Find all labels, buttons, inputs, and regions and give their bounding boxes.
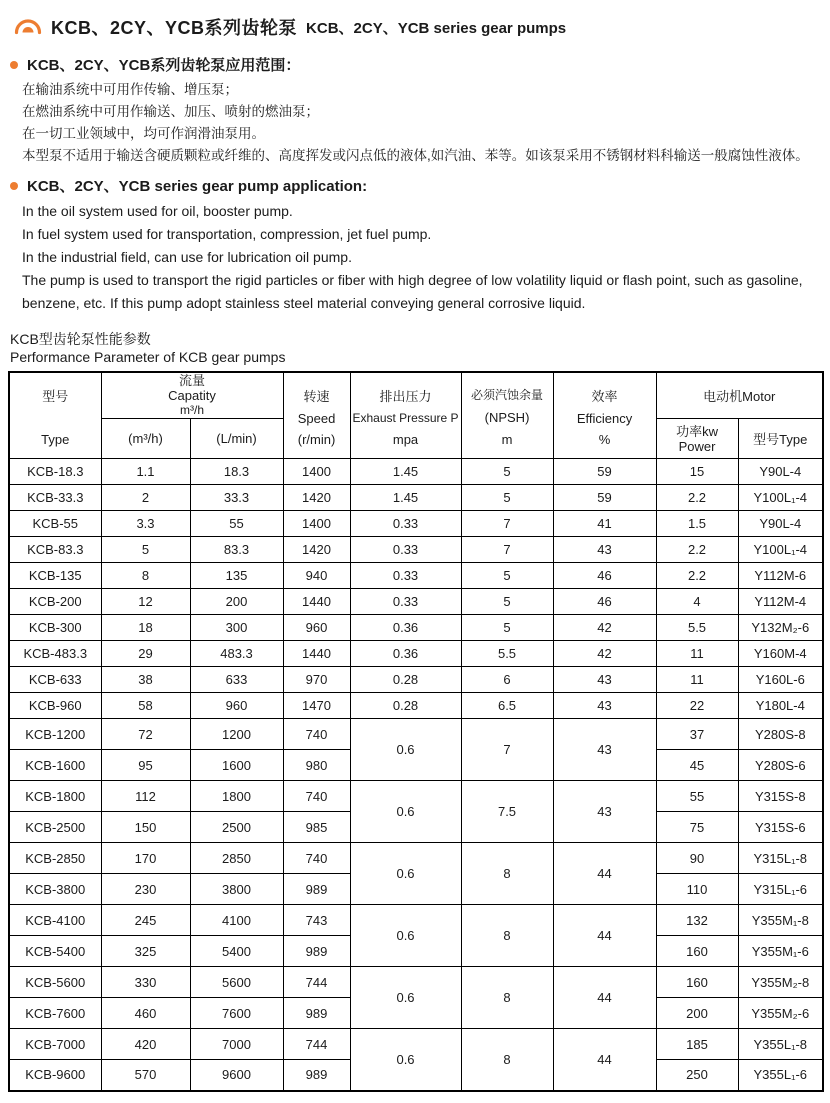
table-cell: KCB-2850 <box>9 843 101 874</box>
table-row <box>9 905 823 936</box>
col-header-capacity-lmin-text: (L/min) <box>216 431 257 446</box>
table-cell: 41 <box>553 511 656 537</box>
table-cell: 230 <box>101 874 190 905</box>
table-cell: 42 <box>553 641 656 667</box>
table-cell: 989 <box>283 1060 350 1091</box>
table-cell: 150 <box>101 812 190 843</box>
col-header-capacity <box>101 372 283 419</box>
col-header-capacity-unit: m³/h <box>180 403 204 417</box>
table-cell: 0.6 <box>350 843 461 905</box>
table-cell: 245 <box>101 905 190 936</box>
table-cell: KCB-200 <box>9 589 101 615</box>
table-cell: 12 <box>101 589 190 615</box>
table-cell: Y180L-4 <box>738 693 823 719</box>
table-row <box>9 641 823 667</box>
table-cell: 43 <box>553 667 656 693</box>
table-cell: 0.36 <box>350 641 461 667</box>
table-cell: 7.5 <box>461 781 553 843</box>
table-cell: Y160L-6 <box>738 667 823 693</box>
table-cell: KCB-3800 <box>9 874 101 905</box>
col-header-pressure-zh: 排出压力 <box>379 388 432 404</box>
col-header-efficiency-unit: % <box>598 431 611 447</box>
table-caption-zh: KCB型齿轮泵性能参数 <box>10 331 151 347</box>
table-cell: 11 <box>656 667 738 693</box>
table-cell: Y280S-6 <box>738 750 823 781</box>
table-cell: 0.33 <box>350 563 461 589</box>
col-header-pressure <box>350 372 461 459</box>
col-header-npsh <box>461 372 553 459</box>
cn-line-1: 在输油系统中可用作传输、增压泵； <box>22 82 238 97</box>
table-cell: 5 <box>461 459 553 485</box>
table-cell: Y315L₁-8 <box>738 843 823 874</box>
performance-table-body <box>9 459 823 1091</box>
table-cell: 45 <box>656 750 738 781</box>
table-cell: 59 <box>553 459 656 485</box>
table-cell: 740 <box>283 843 350 874</box>
table-cell: Y160M-4 <box>738 641 823 667</box>
col-header-efficiency-en: Efficiency <box>576 410 633 426</box>
table-cell: KCB-33.3 <box>9 485 101 511</box>
table-cell: Y90L-4 <box>738 511 823 537</box>
table-cell: 0.6 <box>350 1029 461 1091</box>
en-paragraph: The pump is used to transport the rigid particles or fiber with high degree of low volatility liquid or flash point, such as gasoline, benzene, etc. If this pump adopt stainless steel material conveying general corrosive liquid. <box>22 272 803 311</box>
col-header-type <box>9 372 101 459</box>
table-cell: 2 <box>101 485 190 511</box>
table-cell: 633 <box>190 667 283 693</box>
table-row <box>9 1029 823 1060</box>
table-cell: Y132M₂-6 <box>738 615 823 641</box>
col-header-capacity-zh: 流量 <box>179 373 206 388</box>
col-header-motor-power-zh: 功率kw <box>676 423 718 439</box>
table-cell: 18 <box>101 615 190 641</box>
table-cell: 160 <box>656 967 738 998</box>
table-cell: Y355M₁-6 <box>738 936 823 967</box>
table-row <box>9 843 823 874</box>
table-cell: 46 <box>553 563 656 589</box>
table-cell: 6 <box>461 667 553 693</box>
table-cell: 33.3 <box>190 485 283 511</box>
table-cell: 5 <box>101 537 190 563</box>
table-cell: 744 <box>283 967 350 998</box>
table-cell: 483.3 <box>190 641 283 667</box>
col-header-capacity-lmin <box>190 419 283 459</box>
table-row <box>9 667 823 693</box>
table-row <box>9 563 823 589</box>
table-cell: Y355M₁-8 <box>738 905 823 936</box>
table-cell: 2.2 <box>656 563 738 589</box>
table-cell: Y100L₁-4 <box>738 537 823 563</box>
table-cell: 7 <box>461 511 553 537</box>
table-cell: 11 <box>656 641 738 667</box>
page-title-zh: KCB、2CY、YCB系列齿轮泵 <box>51 18 298 38</box>
table-cell: Y315S-6 <box>738 812 823 843</box>
section-heading-en-text: KCB、2CY、YCB series gear pump application: <box>27 178 368 195</box>
table-cell: Y280S-8 <box>738 719 823 750</box>
table-cell: KCB-4100 <box>9 905 101 936</box>
table-cell: 0.33 <box>350 589 461 615</box>
table-cell: 1200 <box>190 719 283 750</box>
table-cell: 42 <box>553 615 656 641</box>
table-cell: Y90L-4 <box>738 459 823 485</box>
table-cell: 2850 <box>190 843 283 874</box>
table-cell: 46 <box>553 589 656 615</box>
table-cell: 44 <box>553 967 656 1029</box>
table-cell: 55 <box>190 511 283 537</box>
table-cell: KCB-2500 <box>9 812 101 843</box>
table-row <box>9 537 823 563</box>
table-cell: 1600 <box>190 750 283 781</box>
table-cell: KCB-7600 <box>9 998 101 1029</box>
table-cell: Y100L₁-4 <box>738 485 823 511</box>
section-body-cn <box>22 79 816 167</box>
table-cell: 0.33 <box>350 511 461 537</box>
table-cell: 0.33 <box>350 537 461 563</box>
cn-line-3: 在一切工业领域中，均可作润滑油泵用。 <box>22 126 265 141</box>
table-cell: 4100 <box>190 905 283 936</box>
table-cell: KCB-5600 <box>9 967 101 998</box>
table-cell: 0.6 <box>350 719 461 781</box>
table-cell: 1420 <box>283 537 350 563</box>
table-cell: KCB-135 <box>9 563 101 589</box>
table-cell: 95 <box>101 750 190 781</box>
table-cell: 1420 <box>283 485 350 511</box>
table-cell: 1440 <box>283 641 350 667</box>
table-cell: 5.5 <box>656 615 738 641</box>
table-cell: 0.36 <box>350 615 461 641</box>
table-cell: 0.28 <box>350 693 461 719</box>
table-cell: KCB-83.3 <box>9 537 101 563</box>
table-cell: 3800 <box>190 874 283 905</box>
table-row <box>9 693 823 719</box>
performance-table <box>8 371 824 1092</box>
col-header-pressure-en: Exhaust Pressure P <box>352 411 459 425</box>
table-cell: KCB-1800 <box>9 781 101 812</box>
table-cell: 44 <box>553 843 656 905</box>
table-cell: 58 <box>101 693 190 719</box>
table-cell: 1470 <box>283 693 350 719</box>
table-cell: 980 <box>283 750 350 781</box>
table-cell: 1.5 <box>656 511 738 537</box>
table-cell: KCB-9600 <box>9 1060 101 1091</box>
table-cell: 740 <box>283 781 350 812</box>
table-cell: 43 <box>553 693 656 719</box>
table-cell: 8 <box>461 1029 553 1091</box>
table-cell: 4 <box>656 589 738 615</box>
table-row <box>9 967 823 998</box>
table-cell: 8 <box>461 843 553 905</box>
table-cell: 1440 <box>283 589 350 615</box>
table-cell: 5 <box>461 589 553 615</box>
table-cell: KCB-483.3 <box>9 641 101 667</box>
table-cell: 0.28 <box>350 667 461 693</box>
table-cell: Y355M₂-6 <box>738 998 823 1029</box>
table-cell: 38 <box>101 667 190 693</box>
table-cell: 9600 <box>190 1060 283 1091</box>
table-cell: Y355L₁-6 <box>738 1060 823 1091</box>
table-cell: 83.3 <box>190 537 283 563</box>
table-cell: 744 <box>283 1029 350 1060</box>
table-cell: 1400 <box>283 459 350 485</box>
table-cell: 44 <box>553 1029 656 1091</box>
table-cell: 160 <box>656 936 738 967</box>
en-line-1: In the oil system used for oil, booster pump. <box>22 203 293 219</box>
col-header-motor-type <box>738 419 823 459</box>
table-cell: 1800 <box>190 781 283 812</box>
table-cell: KCB-55 <box>9 511 101 537</box>
table-cell: 2.2 <box>656 537 738 563</box>
table-cell: 22 <box>656 693 738 719</box>
table-cell: 5.5 <box>461 641 553 667</box>
page-title-en: KCB、2CY、YCB series gear pumps <box>306 19 567 37</box>
table-cell: KCB-7000 <box>9 1029 101 1060</box>
table-cell: 200 <box>656 998 738 1029</box>
col-header-capacity-en: Capatity <box>168 388 216 403</box>
en-line-3: In the industrial field, can use for lubrication oil pump. <box>22 249 352 265</box>
table-cell: 7 <box>461 719 553 781</box>
col-header-motor-group-text: 电动机Motor <box>703 389 776 404</box>
table-cell: 1.45 <box>350 459 461 485</box>
col-header-motor-type-text: 型号Type <box>753 432 808 447</box>
table-cell: 2.2 <box>656 485 738 511</box>
col-header-efficiency <box>553 372 656 459</box>
table-cell: 570 <box>101 1060 190 1091</box>
cn-line-2: 在燃油系统中可用作输送、加压、喷射的燃油泵； <box>22 104 319 119</box>
table-cell: 200 <box>190 589 283 615</box>
table-cell: 740 <box>283 719 350 750</box>
table-cell: 0.6 <box>350 967 461 1029</box>
col-header-pressure-unit: mpa <box>392 431 419 447</box>
table-cell: 5 <box>461 615 553 641</box>
table-caption-en: Performance Parameter of KCB gear pumps <box>10 349 286 365</box>
col-header-speed-zh: 转速 <box>303 388 330 404</box>
table-cell: 2500 <box>190 812 283 843</box>
col-header-efficiency-zh: 效率 <box>591 388 618 404</box>
brand-arc-icon <box>14 19 42 35</box>
table-cell: 43 <box>553 781 656 843</box>
table-cell: Y112M-6 <box>738 563 823 589</box>
table-cell: 5 <box>461 485 553 511</box>
table-cell: 0.6 <box>350 905 461 967</box>
table-cell: 3.3 <box>101 511 190 537</box>
table-cell: 970 <box>283 667 350 693</box>
col-header-motor-power-en: Power <box>678 438 716 454</box>
en-line-2: In fuel system used for transportation, compression, jet fuel pump. <box>22 226 432 242</box>
table-cell: 8 <box>461 905 553 967</box>
table-cell: 7000 <box>190 1029 283 1060</box>
table-cell: 29 <box>101 641 190 667</box>
cn-paragraph: 本型泵不适用于输送含硬质颗粒或纤维的、高度挥发或闪点低的液体,如汽油、苯等。如该泵采用不锈钢材料科输送一般腐蚀性液体。 <box>22 148 809 163</box>
table-cell: 989 <box>283 998 350 1029</box>
table-cell: KCB-960 <box>9 693 101 719</box>
table-row <box>9 589 823 615</box>
table-cell: 43 <box>553 537 656 563</box>
col-header-npsh-zh: 必须汽蚀余量 <box>471 387 544 402</box>
section-heading-cn <box>10 54 822 75</box>
table-row <box>9 781 823 812</box>
table-cell: 90 <box>656 843 738 874</box>
section-heading-cn-text: KCB、2CY、YCB系列齿轮泵应用范围： <box>27 57 301 74</box>
table-cell: 5400 <box>190 936 283 967</box>
table-cell: 5600 <box>190 967 283 998</box>
table-cell: 743 <box>283 905 350 936</box>
table-cell: 989 <box>283 874 350 905</box>
table-row <box>9 459 823 485</box>
table-cell: KCB-1600 <box>9 750 101 781</box>
table-cell: 460 <box>101 998 190 1029</box>
table-cell: 940 <box>283 563 350 589</box>
table-cell: 5 <box>461 563 553 589</box>
table-cell: 18.3 <box>190 459 283 485</box>
col-header-capacity-m3h <box>101 419 190 459</box>
table-cell: KCB-18.3 <box>9 459 101 485</box>
table-cell: 989 <box>283 936 350 967</box>
table-cell: 985 <box>283 812 350 843</box>
table-cell: 8 <box>101 563 190 589</box>
table-cell: 185 <box>656 1029 738 1060</box>
col-header-npsh-en: (NPSH) <box>484 409 530 425</box>
table-cell: 1.1 <box>101 459 190 485</box>
bullet-icon <box>10 61 18 69</box>
table-cell: 135 <box>190 563 283 589</box>
bullet-icon <box>10 182 18 190</box>
table-cell: 330 <box>101 967 190 998</box>
table-cell: 1.45 <box>350 485 461 511</box>
table-row <box>9 719 823 750</box>
col-header-type-en: Type <box>41 431 70 447</box>
table-cell: Y355L₁-8 <box>738 1029 823 1060</box>
col-header-capacity-m3h-text: (m³/h) <box>128 431 163 446</box>
table-cell: 250 <box>656 1060 738 1091</box>
table-cell: Y315L₁-6 <box>738 874 823 905</box>
table-cell: KCB-1200 <box>9 719 101 750</box>
table-cell: KCB-300 <box>9 615 101 641</box>
table-cell: 132 <box>656 905 738 936</box>
table-cell: 1400 <box>283 511 350 537</box>
table-cell: 7600 <box>190 998 283 1029</box>
table-row <box>9 615 823 641</box>
table-cell: 59 <box>553 485 656 511</box>
doc-title <box>14 14 822 40</box>
col-header-npsh-unit: m <box>501 431 513 447</box>
table-cell: 55 <box>656 781 738 812</box>
table-cell: 72 <box>101 719 190 750</box>
table-cell: 960 <box>283 615 350 641</box>
table-cell: 8 <box>461 967 553 1029</box>
table-cell: 300 <box>190 615 283 641</box>
table-cell: Y355M₂-8 <box>738 967 823 998</box>
table-cell: 112 <box>101 781 190 812</box>
col-header-type-zh: 型号 <box>42 388 69 404</box>
col-header-speed <box>283 372 350 459</box>
table-cell: 6.5 <box>461 693 553 719</box>
col-header-motor-group <box>656 372 823 419</box>
table-cell: 75 <box>656 812 738 843</box>
table-cell: 960 <box>190 693 283 719</box>
table-cell: 43 <box>553 719 656 781</box>
col-header-speed-unit: (r/min) <box>297 431 336 447</box>
table-cell: 420 <box>101 1029 190 1060</box>
table-cell: KCB-633 <box>9 667 101 693</box>
table-cell: 7 <box>461 537 553 563</box>
table-cell: 325 <box>101 936 190 967</box>
table-cell: 170 <box>101 843 190 874</box>
col-header-motor-power <box>656 419 738 459</box>
table-cell: 110 <box>656 874 738 905</box>
section-body-en <box>22 200 812 314</box>
table-cell: KCB-5400 <box>9 936 101 967</box>
table-cell: Y112M-4 <box>738 589 823 615</box>
table-cell: 0.6 <box>350 781 461 843</box>
table-cell: 44 <box>553 905 656 967</box>
table-cell: 15 <box>656 459 738 485</box>
table-cell: Y315S-8 <box>738 781 823 812</box>
table-cell: 37 <box>656 719 738 750</box>
col-header-speed-en: Speed <box>297 410 336 426</box>
table-caption <box>10 330 822 366</box>
table-row <box>9 511 823 537</box>
table-row <box>9 485 823 511</box>
section-heading-en <box>10 175 822 196</box>
